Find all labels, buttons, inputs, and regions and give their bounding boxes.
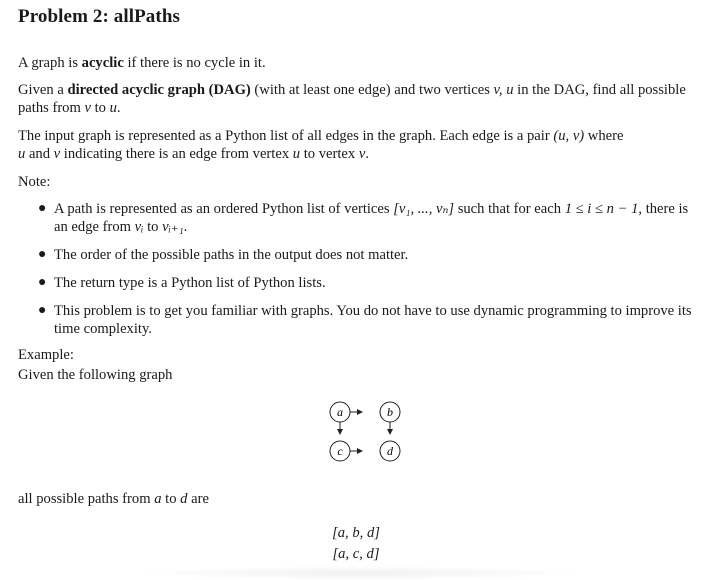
- text: to: [161, 491, 181, 507]
- dag-diagram: [320, 394, 410, 466]
- text: to vertex: [300, 146, 359, 162]
- list-item: [18, 200, 694, 236]
- notes-list: [18, 200, 694, 348]
- bullet-icon: ●: [38, 275, 47, 290]
- math-v: v: [53, 146, 61, 162]
- text: The order of the possible paths in the output does not matter.: [54, 247, 409, 263]
- text: are: [187, 491, 209, 507]
- text: to: [143, 219, 163, 235]
- text: This problem is to get you familiar with graphs. You do not have to use dynamic programming to improve its time complexity.: [54, 303, 692, 337]
- text: The input graph is represented as a Python list of all edges in the graph. Each edge is a pair: [18, 128, 554, 144]
- list-item: [18, 302, 694, 338]
- path-item: [a, b, d]: [332, 525, 380, 541]
- node-d: [380, 441, 400, 461]
- text: The return type is a Python list of Python lists.: [54, 275, 326, 291]
- math-condition: 1 ≤ i ≤ n − 1: [564, 201, 639, 217]
- text: and: [25, 146, 54, 162]
- node-label: a: [337, 405, 343, 419]
- text: all possible paths from: [18, 491, 155, 507]
- bullet-icon: ●: [38, 303, 47, 318]
- math-vi1: vᵢ₊₁: [162, 219, 184, 235]
- term-dag: directed acyclic graph (DAG): [67, 82, 251, 98]
- text: in the DAG, find all possible paths from: [18, 82, 686, 116]
- math-d: d: [180, 491, 188, 507]
- math-u: u: [292, 146, 301, 162]
- text: .: [183, 219, 188, 235]
- node-label: d: [387, 444, 393, 458]
- bottom-shadow: [130, 566, 590, 580]
- text: A path is represented as an ordered Python list of vertices: [54, 201, 394, 217]
- problem-title: Problem 2: allPaths: [18, 6, 180, 27]
- node-label: b: [387, 405, 393, 419]
- bullet-icon: ●: [38, 247, 47, 262]
- input-description: [18, 127, 694, 163]
- math-vars: v, u: [493, 82, 514, 98]
- math-u: u: [109, 100, 117, 116]
- text: Given a: [18, 82, 68, 98]
- node-b: [380, 402, 400, 422]
- text: where: [584, 128, 624, 144]
- paths-output: [18, 523, 694, 565]
- bullet-icon: ●: [38, 201, 47, 216]
- node-c: [330, 441, 350, 461]
- list-item: [18, 246, 694, 264]
- math-v: v: [358, 146, 366, 162]
- example-label: Example:: [18, 347, 74, 363]
- text: if there is no cycle in it.: [123, 55, 266, 71]
- node-a: [330, 402, 350, 422]
- text: indicating there is an edge from vertex: [60, 146, 293, 162]
- term-acyclic: acyclic: [81, 55, 124, 71]
- list-item: [18, 274, 694, 292]
- math-a: a: [154, 491, 162, 507]
- math-list: [v₁, ..., vₙ]: [393, 201, 455, 217]
- path-item: [a, c, d]: [332, 546, 380, 562]
- math-u: u: [18, 146, 26, 162]
- text: (with at least one edge) and two vertices: [250, 82, 494, 98]
- text: , there is an edge from: [54, 201, 689, 235]
- text: .: [116, 100, 121, 116]
- text: A graph is: [18, 55, 82, 71]
- math-pair: (u, v): [553, 128, 585, 144]
- node-label: c: [337, 444, 343, 458]
- example-text: Given the following graph: [18, 367, 173, 383]
- math-vi: vᵢ: [134, 219, 144, 235]
- math-v: v: [84, 100, 91, 116]
- acyclic-definition: [18, 54, 694, 72]
- note-label: Note:: [18, 174, 51, 190]
- problem-statement: [18, 81, 694, 117]
- text: such that for each: [454, 201, 565, 217]
- text: to: [90, 100, 110, 116]
- paths-intro: [18, 490, 694, 508]
- text: .: [365, 146, 369, 162]
